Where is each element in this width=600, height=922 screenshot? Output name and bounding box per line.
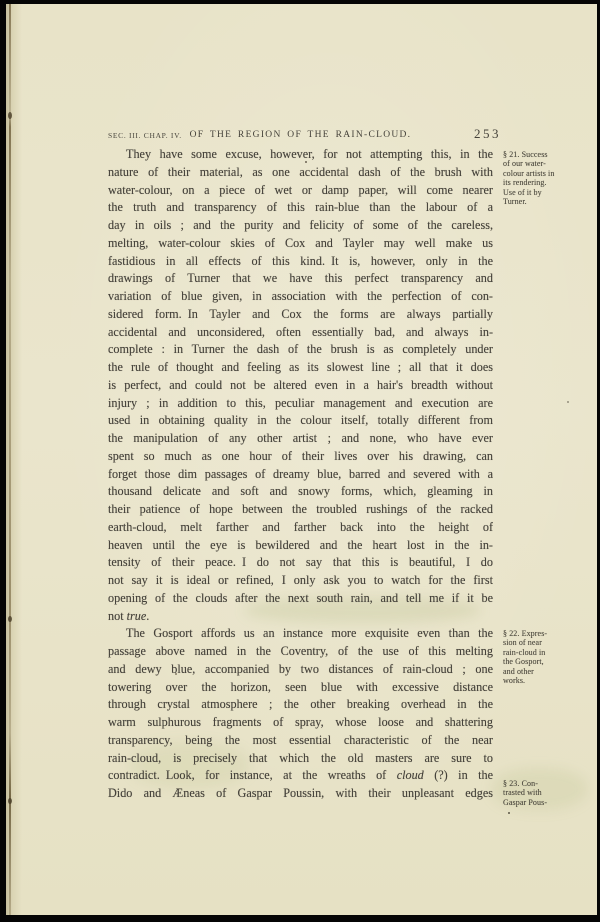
body-line-p1	[108, 341, 493, 359]
text-segment: forget those dim passages of dreamy blue, barred and severed with a	[108, 466, 493, 481]
body-line-p1	[108, 324, 493, 342]
text-segment: drawings of Turner that we have this perfect transparency and	[108, 271, 493, 286]
body-line-p2	[108, 643, 493, 661]
binding-spot	[8, 616, 12, 622]
body-line-p1	[108, 608, 493, 626]
text-segment: spent so much as one hour of their lives over his drawing, can	[108, 448, 493, 463]
body-line-p1	[108, 359, 493, 377]
sidenote-line: the Gosport,	[503, 657, 544, 667]
text-segment: warm sulphurous fragments of spray, whose loose and shattering	[108, 715, 493, 729]
text-segment: transparency, being the most essential characteristic of the near	[108, 732, 493, 747]
text-segment: not say it is ideal or refined, I only ask you to watch for the first	[108, 573, 493, 587]
text-segment: through crystal atmosphere ; the other breaking overhead in the	[108, 697, 493, 712]
sidenote-line: sion of near	[503, 638, 542, 648]
text-segment: Dido and Æneas of Gaspar Poussin, with their unpleasant edges	[108, 786, 493, 800]
text-segment: .	[146, 608, 150, 623]
italic-text: true	[126, 608, 147, 623]
body-line-p1	[108, 412, 493, 430]
body-line-p1	[108, 217, 493, 235]
sidenote-line: § 22. Expres-	[503, 629, 548, 638]
sidenote-line: Turner.	[503, 197, 527, 207]
body-line-p1	[108, 554, 493, 572]
body-text-block	[108, 146, 493, 803]
body-line-p2	[108, 785, 493, 803]
binding-spot	[8, 112, 12, 119]
text-segment: (?) in the	[423, 768, 493, 783]
text-segment: variation of blue given, in association with the perfection of con-	[108, 289, 493, 303]
body-line-p1	[108, 288, 493, 306]
text-segment: is perfect, and could not be altered even in a hair's breadth without	[108, 377, 493, 392]
sidenote-line: trasted with	[503, 788, 542, 798]
body-line-p1	[108, 572, 493, 590]
body-line-p1	[108, 235, 493, 253]
text-segment: not	[108, 608, 127, 623]
body-line-p1	[108, 430, 493, 448]
body-line-p1	[108, 483, 493, 501]
text-segment: sidered form. In Tayler and Cox the forms are always partially	[108, 306, 493, 321]
body-line-p1	[108, 164, 493, 182]
binding-spot	[8, 798, 12, 804]
text-segment: complete : in Turner the dash of the brush is as completely under	[108, 342, 493, 357]
body-line-p1	[108, 146, 493, 164]
body-line-p1	[108, 182, 493, 200]
body-line-p2	[108, 732, 493, 750]
body-line-p1	[108, 253, 493, 271]
sidenote-line: § 23. Con-	[503, 779, 538, 788]
body-line-p2	[108, 696, 493, 714]
body-line-p1	[108, 466, 493, 484]
italic-text: cloud	[396, 768, 424, 783]
text-segment: opening of the clouds after the next south rain, and tell me if it be	[108, 590, 493, 605]
text-segment: the manipulation of any other artist ; and none, who have ever	[108, 431, 493, 445]
running-title: OF THE REGION OF THE RAIN-CLOUD.	[189, 130, 412, 140]
sidenote-line: and other	[503, 666, 534, 676]
body-line-p1	[108, 448, 493, 466]
body-line-p2	[108, 625, 493, 643]
sidenote-line: works.	[503, 676, 526, 686]
text-segment: their patience of hope between the troubled rushings of the racked	[108, 502, 493, 516]
text-segment: thousand delicate and soft and snowy forms, which, gleaming in	[108, 484, 493, 499]
section-chapter-label: SEC. III. CHAP. IV.	[108, 131, 182, 140]
sidenote-line: Use of it by	[503, 187, 542, 197]
sidenote-line: of our water-	[503, 159, 546, 169]
text-segment: used in obtaining quality in the colour itself, totally different from	[108, 413, 493, 428]
page-number: 253	[474, 126, 501, 141]
text-segment: The Gosport affords us an instance more exquisite even than the	[126, 626, 493, 641]
body-line-p1	[108, 306, 493, 324]
text-segment: towering over the horizon, seen blue with excessive distance	[108, 679, 493, 694]
body-line-p1	[108, 395, 493, 413]
body-line-p2	[108, 679, 493, 697]
sidenote-line: its rendering.	[503, 178, 547, 188]
body-line-p1	[108, 590, 493, 608]
text-segment: fastidious in all effects of this kind. It is, however, only in the	[108, 253, 493, 268]
body-line-p2	[108, 767, 493, 785]
body-line-p1	[108, 537, 493, 555]
text-segment: day in oils ; and the purity and felicity of some of the careless,	[108, 218, 493, 232]
text-segment: earth-cloud, melt farther and farther back into the height of	[108, 519, 493, 534]
body-line-p1	[108, 199, 493, 217]
body-line-p1	[108, 501, 493, 519]
sidenote-line: rain-cloud in	[503, 647, 546, 657]
text-segment: accidental and unconsidered, often essentially bad, and always in-	[108, 324, 493, 339]
text-segment: the rule of thought and feeling as its slowest line ; all that it does	[108, 360, 493, 374]
sidenote	[503, 150, 589, 206]
sidenote-line: colour artists in	[503, 168, 555, 178]
body-line-p2	[108, 661, 493, 679]
sidenote	[503, 779, 589, 807]
body-line-p1	[108, 519, 493, 537]
sidenote	[503, 629, 589, 685]
text-segment: injury ; in addition to this, peculiar management and execution are	[108, 395, 493, 410]
text-segment: water-colour, on a piece of wet or damp paper, will come nearer	[108, 182, 493, 197]
text-segment: rain-cloud, is precisely that which the old masters are sure to	[108, 750, 493, 765]
text-segment: the truth and transparency of this rain-blue than the labour of a	[108, 200, 493, 215]
text-segment: heaven until the eye is bewildered and the heart lost in the in-	[108, 537, 493, 552]
binding-crease-line	[9, 4, 11, 915]
text-segment: melting, water-colour skies of Cox and Tayler may well make us	[108, 235, 493, 250]
text-segment: They have some excuse, however, for not attempting this, in the	[126, 147, 493, 161]
text-segment: tensity of their peace. I do not say that this is beautiful, I do	[108, 555, 493, 570]
sidenote-line: § 21. Success	[503, 150, 548, 159]
text-segment: passage above named in the Coventry, of the use of this melting	[108, 644, 493, 658]
body-line-p1	[108, 270, 493, 288]
body-line-p2	[108, 714, 493, 732]
text-segment: nature of their material, as one accidental dash of the brush with	[108, 164, 493, 179]
text-segment: and dewy blue, accompanied by two distances of rain-cloud ; one	[108, 661, 493, 676]
body-line-p1	[108, 377, 493, 395]
page-header	[108, 124, 501, 142]
text-segment: contradict. Look, for instance, at the wreaths of	[108, 768, 397, 783]
sidenote-line: Gaspar Pous-	[503, 797, 548, 807]
body-line-p2	[108, 750, 493, 768]
